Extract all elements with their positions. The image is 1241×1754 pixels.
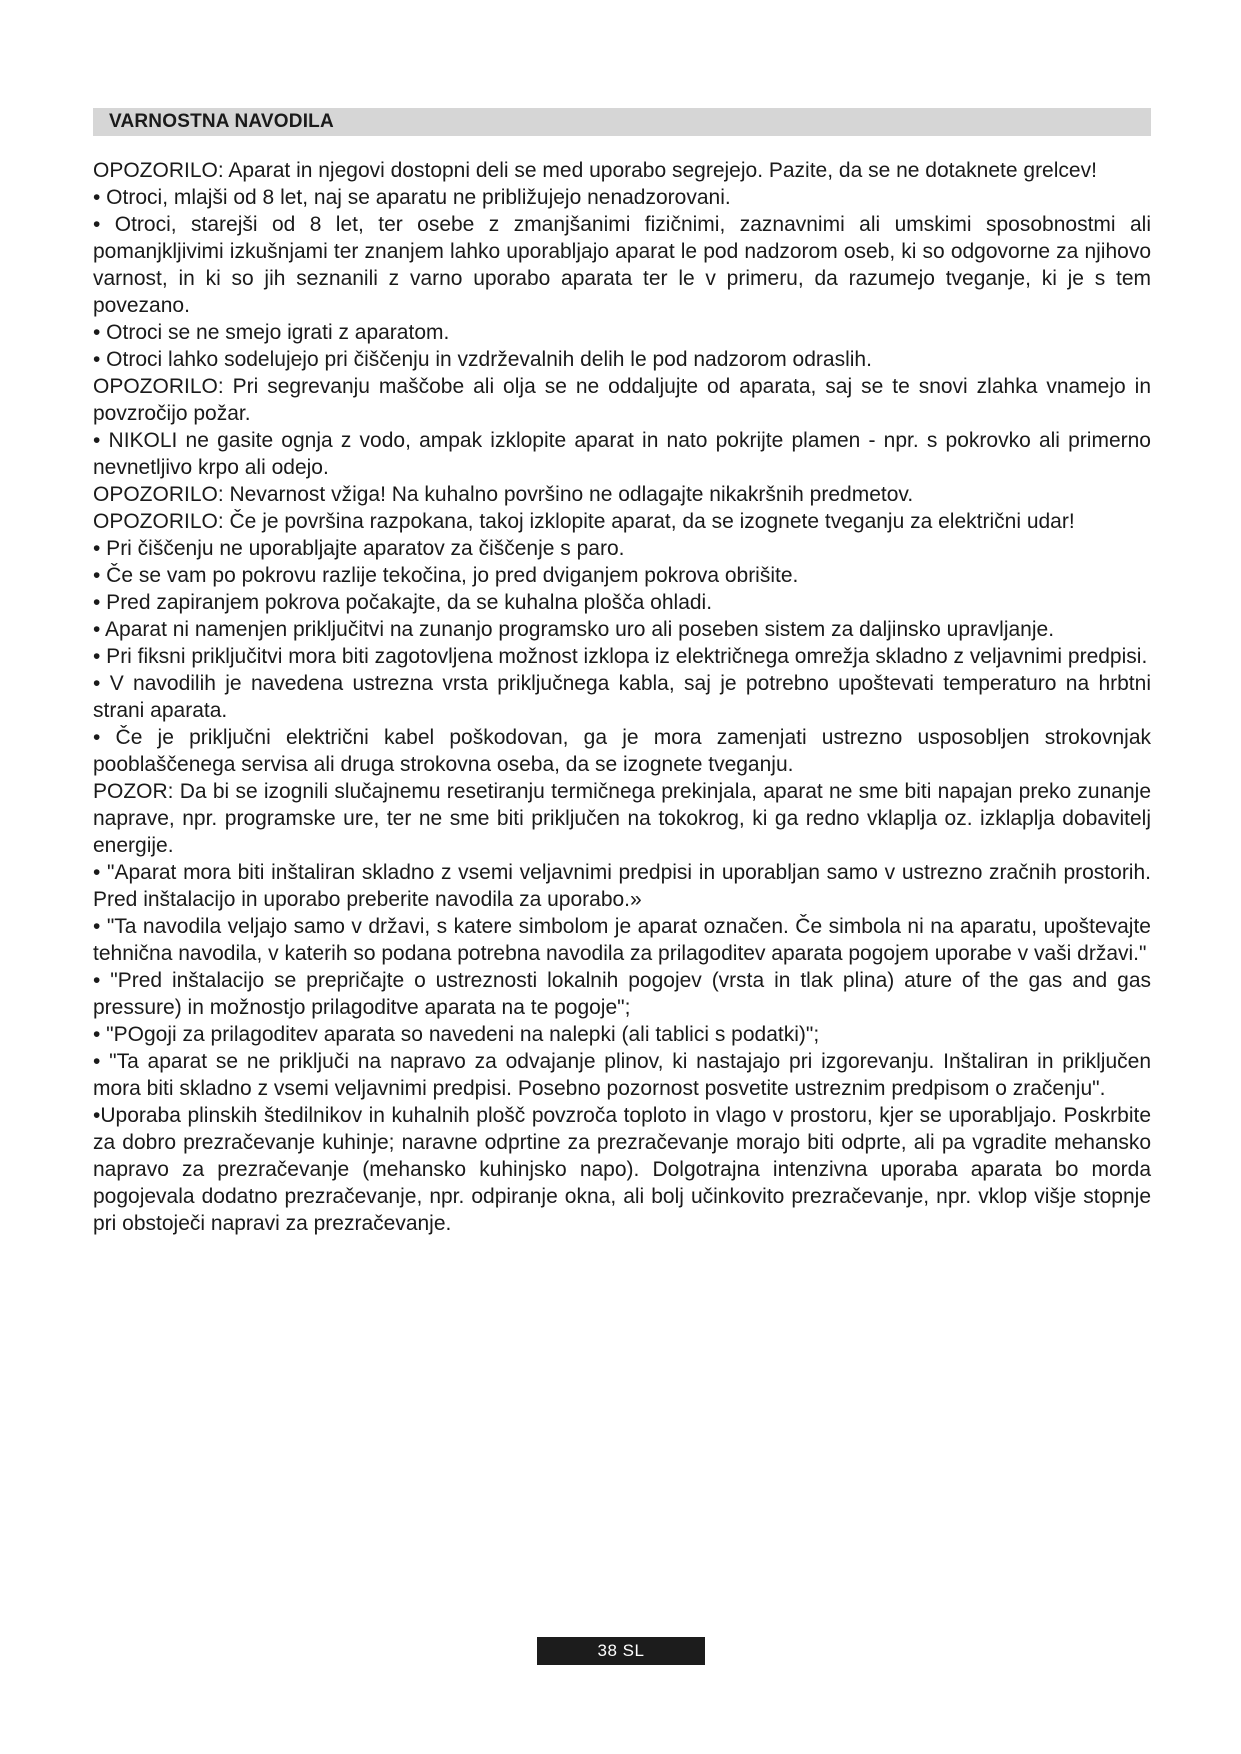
paragraph: • Pri čiščenju ne uporabljajte aparatov za čiščenje s paro. [93, 537, 625, 560]
paragraph: • "Ta navodila veljajo samo v državi, s katere simbolom je aparat označen. Če simbola ni na aparatu, upoštevajte tehnična navodila, v katerih so podana potrebna navodila za prilagoditev aparata pogojem uporabe v vaši državi." [93, 915, 1151, 965]
paragraph: • "POgoji za prilagoditev aparata so navedeni na nalepki (ali tablici s podatki)"; [93, 1023, 820, 1046]
paragraph: • Če se vam po pokrovu razlije tekočina, jo pred dviganjem pokrova obrišite. [93, 564, 799, 587]
paragraph: POZOR: Da bi se izognili slučajnemu resetiranju termičnega prekinjala, aparat ne sme biti napajan preko zunanje naprave, npr. programske ure, ter ne sme biti priključen na tokokrog, ki ga redno vklaplja oz. izklaplja dobavitelj energije. [93, 780, 1151, 857]
paragraph: • Pri fiksni priključitvi mora biti zagotovljena možnost izklopa iz električnega omrežja skladno z veljavnimi predpisi. [93, 645, 1148, 668]
page-number: 38 SL [537, 1637, 705, 1665]
paragraph: OPOZORILO: Aparat in njegovi dostopni deli se med uporabo segrejejo. Pazite, da se ne dotaknete grelcev! [93, 159, 1097, 182]
paragraph: • V navodilih je navedena ustrezna vrsta priključnega kabla, saj je potrebno upoštevati temperaturo na hrbtni strani aparata. [93, 672, 1151, 722]
paragraph: OPOZORILO: Če je površina razpokana, takoj izklopite aparat, da se izognete tveganju za električni udar! [93, 510, 1075, 533]
paragraph: OPOZORILO: Pri segrevanju maščobe ali olja se ne oddaljujte od aparata, saj se te snovi zlahka vnamejo in povzročijo požar. [93, 375, 1151, 425]
paragraph: • "Ta aparat se ne priključi na napravo za odvajanje plinov, ki nastajajo pri izgorevanju. Inštaliran in priključen mora biti skladno z vsemi veljavnimi predpisi. Posebno pozornost posvetite ustreznim predpisom o zračenju". [93, 1050, 1151, 1100]
paragraph: • Otroci, mlajši od 8 let, naj se aparatu ne približujejo nenadzorovani. [93, 186, 731, 209]
paragraph: • "Aparat mora biti inštaliran skladno z vsemi veljavnimi predpisi in uporabljan samo v ustrezno zračnih prostorih. Pred inštalacijo in uporabo preberite navodila za uporabo.» [93, 861, 1151, 911]
safety-instructions-body [93, 157, 1151, 1237]
section-heading: VARNOSTNA NAVODILA [93, 108, 1151, 136]
paragraph: • Otroci se ne smejo igrati z aparatom. [93, 321, 450, 344]
paragraph: • NIKOLI ne gasite ognja z vodo, ampak izklopite aparat in nato pokrijte plamen - npr. s pokrovko ali primerno nevnetljivo krpo ali odejo. [93, 429, 1151, 479]
paragraph: •Uporaba plinskih štedilnikov in kuhalnih plošč povzroča toploto in vlago v prostoru, kjer se uporabljajo. Poskrbite za dobro prezračevanje kuhinje; naravne odprtine za prezračevanje morajo biti odprte, ali pa vgradite mehansko napravo za prezračevanje (mehansko kuhinjsko napo). Dolgotrajna intenzivna uporaba aparata bo morda pogojevala dodatno prezračevanje, npr. odpiranje okna, ali bolj učinkovito prezračevanje, npr. vklop višje stopnje pri obstoječi napravi za prezračevanje. [93, 1104, 1151, 1235]
paragraph: • Otroci, starejši od 8 let, ter osebe z zmanjšanimi fizičnimi, zaznavnimi ali umskimi sposobnostmi ali pomanjkljivimi izkušnjami ter znanjem lahko uporabljajo aparat le pod nadzorom oseb, ki so odgovorne za njihovo varnost, in ki so jih seznanili z varno uporabo aparata ter le v primeru, da razumejo tveganje, ki je s tem povezano. [93, 213, 1151, 317]
paragraph: OPOZORILO: Nevarnost vžiga! Na kuhalno površino ne odlagajte nikakršnih predmetov. [93, 483, 914, 506]
paragraph: • "Pred inštalacijo se prepričajte o ustreznosti lokalnih pogojev (vrsta in tlak plina) ature of the gas and gas pressure) in možnostjo prilagoditve aparata na te pogoje"; [93, 969, 1151, 1019]
paragraph: • Aparat ni namenjen priključitvi na zunanjo programsko uro ali poseben sistem za daljinsko upravljanje. [93, 618, 1055, 641]
paragraph: • Če je priključni električni kabel poškodovan, ga je mora zamenjati ustrezno usposobljen strokovnjak pooblaščenega servisa ali druga strokovna oseba, da se izognete tveganju. [93, 726, 1151, 776]
paragraph: • Pred zapiranjem pokrova počakajte, da se kuhalna plošča ohladi. [93, 591, 713, 614]
paragraph: • Otroci lahko sodelujejo pri čiščenju in vzdrževalnih delih le pod nadzorom odraslih. [93, 348, 872, 371]
